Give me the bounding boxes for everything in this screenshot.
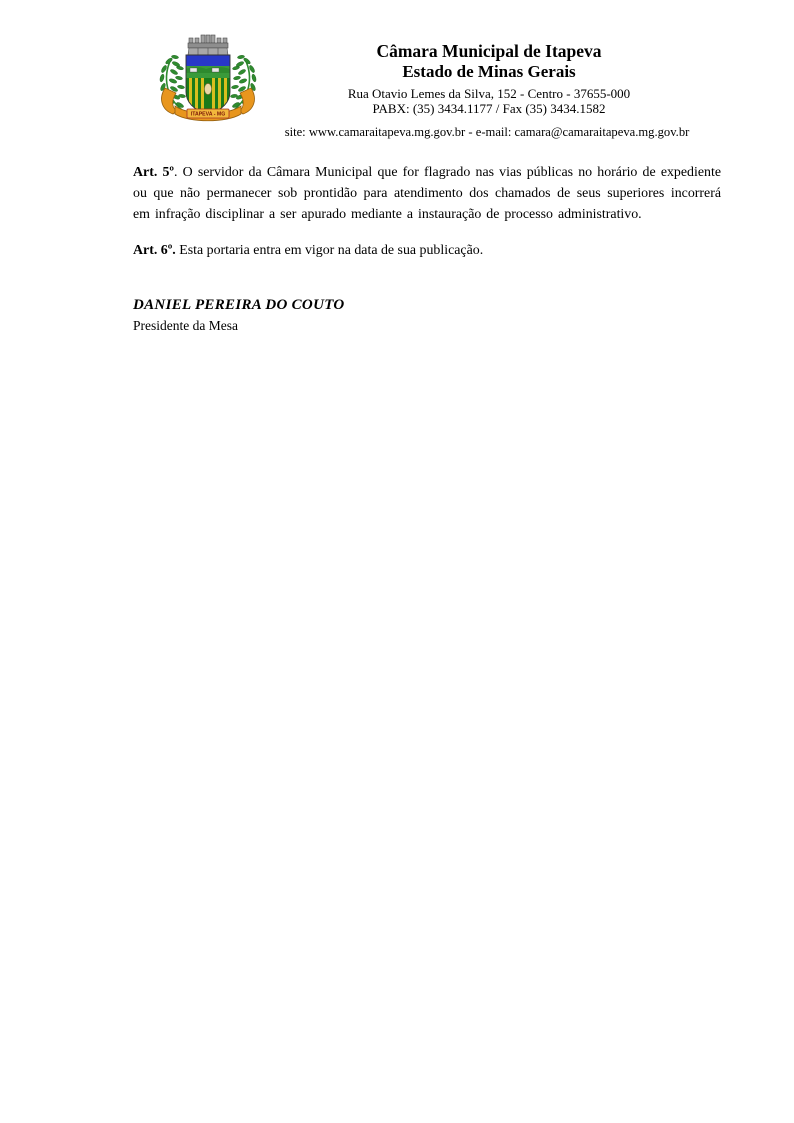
itapeva-coat-of-arms — [149, 26, 267, 124]
state-line: Estado de Minas Gerais — [402, 61, 576, 81]
phone-fax-line: PABX: (35) 3434.1177 / Fax (35) 3434.1582 — [372, 101, 606, 117]
article-6-label: Art. 6º. — [133, 243, 176, 258]
document-body — [133, 162, 721, 336]
shield — [186, 55, 230, 116]
crest-ribbon-text: ITAPEVA - MG — [190, 111, 226, 118]
signature-block — [133, 295, 721, 336]
article-5-paragraph — [133, 162, 721, 225]
article-6-paragraph — [133, 240, 721, 261]
article-5-label: Art. 5º — [133, 165, 174, 180]
article-5-text: . O servidor da Câmara Municipal que for flagrado nas vias públicas no horário de expediente ou que não permanecer sob prontidão para atendimento dos chamados de seus superiores incorrerá em infração disciplinar a ser apurado mediante a instauração de processo administrativo. — [133, 165, 721, 222]
letterhead-text — [280, 41, 698, 116]
org-name: Câmara Municipal de Itapeva — [376, 41, 602, 61]
signer-role: Presidente da Mesa — [133, 318, 238, 333]
coat-of-arms-icon — [149, 26, 267, 124]
article-6-text: Esta portaria entra em vigor na data de sua publicação. — [175, 243, 484, 258]
mural-crown — [188, 35, 228, 55]
signer-name: DANIEL PEREIRA DO COUTO — [133, 297, 345, 313]
site-email-line: site: www.camaraitapeva.mg.gov.br - e-mail: camara@camaraitapeva.mg.gov.br — [284, 125, 690, 139]
address-line: Rua Otavio Lemes da Silva, 152 - Centro - 37655-000 — [347, 85, 631, 101]
